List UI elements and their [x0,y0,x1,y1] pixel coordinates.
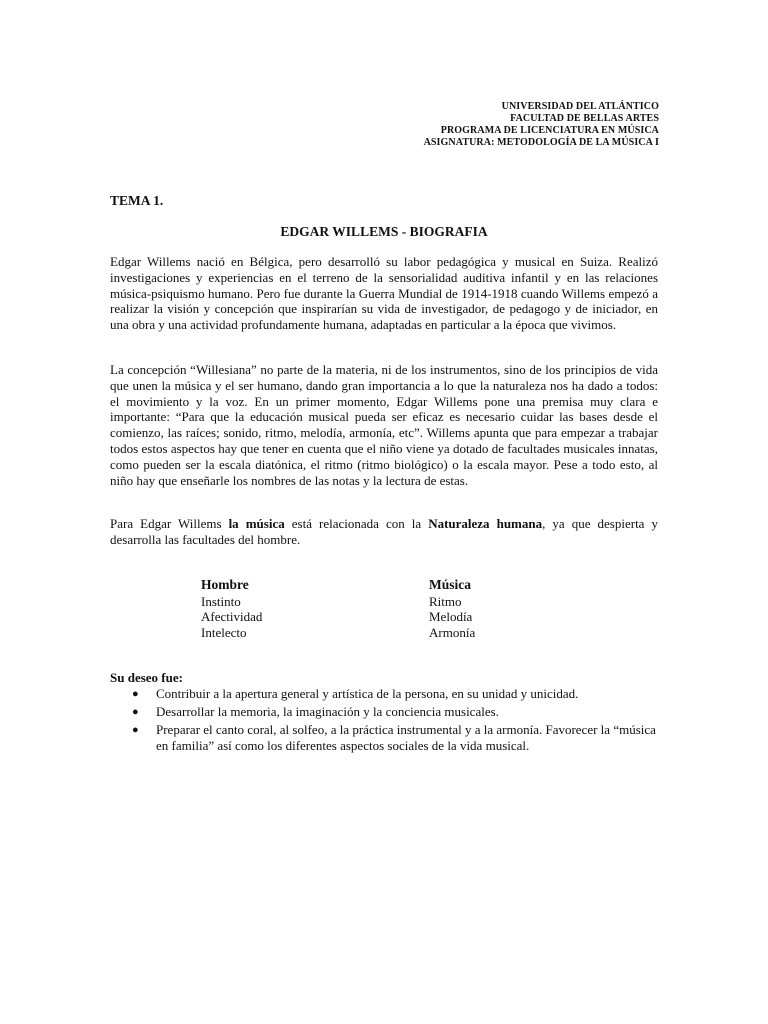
p3-text-3: , ya que despierta y desarrolla las facultades del hombre. [110,516,658,547]
paragraph-biography: Edgar Willems nació en Bélgica, pero desarrolló su labor pedagógica y musical en Suiza. Realizó investigaciones y experiencias en el terreno de la sensorialidad auditiva infantil y en las relaciones música-psiquismo humano. Pero fue durante la Guerra Mundial de 1914-1918 cuando Willems empezó a realizar la visión y concepción que inspirarían su vida de investigador, de pedagogo y de iniciador, en una obra y una actividad profundamente humana, adaptadas en particular a la época que vivimos. [110,254,658,333]
list-item [110,686,658,702]
table-cell: Instinto [201,593,241,609]
table-header-hombre: Hombre [201,577,249,592]
p3-bold-music: la música [228,516,285,531]
p3-bold-nature: Naturaleza humana [428,516,543,531]
paragraph-nature [110,516,658,548]
bullet-icon: ● [132,688,139,700]
p3-text-2: está relacionada con la [284,516,429,531]
table-cell: Afectividad [201,609,263,624]
list-item [110,704,658,720]
table-cell: Ritmo [429,593,462,609]
table-column-hombre [201,577,262,640]
list-item-text: Contribuir a la apertura general y artística de la persona, en su unidad y unicidad. [156,686,579,701]
topic-label: TEMA 1. [110,193,164,208]
institution-header [424,101,659,149]
table-header-musica: Música [429,577,471,592]
list-item-text: Desarrollar la memoria, la imaginación y la conciencia musicales. [156,704,499,719]
p3-text-1: Para Edgar Willems [110,516,229,531]
bullet-icon: ● [132,706,139,718]
table-cell: Intelecto [201,624,247,640]
header-faculty: FACULTAD DE BELLAS ARTES [510,113,659,124]
wishes-list [110,686,658,756]
document-title: EDGAR WILLEMS - BIOGRAFIA [280,224,488,239]
table-cell: Armonía [429,624,476,640]
wishes-heading: Su deseo fue: [110,670,183,685]
paragraph-conception: La concepción “Willesiana” no parte de la materia, ni de los instrumentos, sino de los principios de vida que unen la música y el ser humano, dando gran importancia a lo que la naturaleza nos ha dado a todos: el movimiento y la voz. En un primer momento, Edgar Willems pone una premisa muy clara e importante: “Para que la educación musical pueda ser eficaz es necesario cuidar las bases desde el comienzo, las raíces; sonido, ritmo, melodía, armonía, etc”. Willems apunta que para empezar a trabajar todos estos aspectos hay que tener en cuenta que el niño viene ya dotado de facultades musicales innatas, como pueden ser la escala diatónica, el ritmo (ritmo biológico) o la escala mayor. Pese a todo esto, al niño hay que enseñarle los nombres de las notas y la lectura de estas. [110,362,658,488]
table-cell: Melodía [429,609,473,624]
table-column-musica [429,577,475,640]
bullet-icon: ● [132,724,139,736]
list-item [110,722,658,754]
header-program: PROGRAMA DE LICENCIATURA EN MÚSICA [440,125,659,136]
header-course: ASIGNATURA: METODOLOGÍA DE LA MÚSICA I [423,137,659,148]
list-item-text: Preparar el canto coral, al solfeo, a la práctica instrumental y a la armonía. Favorecer la “música en familia” así como los diferentes aspectos sociales de la vida musical. [156,722,656,753]
header-university: UNIVERSIDAD DEL ATLÁNTICO [501,101,659,112]
